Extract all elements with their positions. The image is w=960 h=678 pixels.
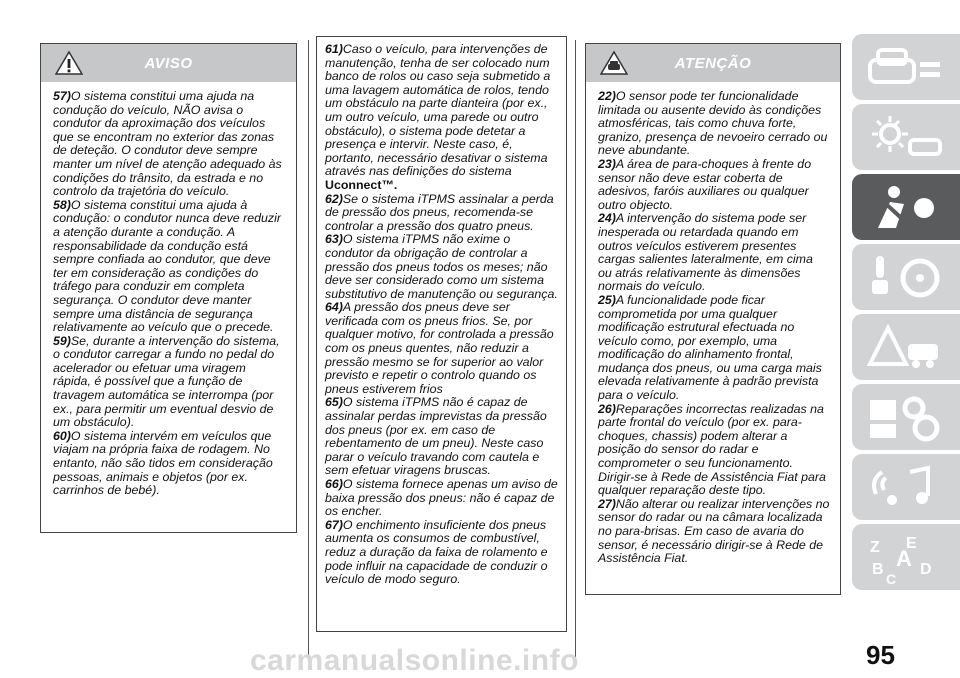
watermark: carmanualsonline.info <box>250 644 579 677</box>
middle-box <box>316 36 567 632</box>
aviso-title: AVISO <box>144 55 193 72</box>
svg-text:Z: Z <box>870 539 880 556</box>
column-divider <box>308 40 309 660</box>
aviso-box <box>40 43 297 533</box>
aviso-text <box>41 82 296 498</box>
middle-item: 65)O sistema iTPMS não é capaz de assinalar perdas imprevistas da pressão dos pneus (por ex. em caso de rebentamento de um pneu). Neste caso parar o veículo travando com cautela e sem efetuar viragens bruscas. <box>325 395 547 478</box>
aviso-header <box>41 44 296 82</box>
page-number: 95 <box>866 640 895 670</box>
svg-text:D: D <box>920 561 932 578</box>
svg-text:E: E <box>906 535 917 552</box>
atencao-item: 23)A área de para-choques à frente do sensor não deve estar coberta de adesivos, faróis auxiliares ou qualquer outro objecto. <box>598 156 812 212</box>
middle-item: 67)O enchimento insuficiente dos pneus aumenta os consumos de combustível, reduz a duração da faixa de rolamento e pode influir na capacidade de conduzir o veículo de modo seguro. <box>325 517 548 587</box>
middle-item: 64)A pressão dos pneus deve ser verificada com os pneus frios. Se, por qualquer motivo, for controlada a pressão com os pneus quentes, não reduzir a pressão mesmo se for superior ao valor previsto e repetir o controlo quando os pneus estiverem frios <box>325 300 554 396</box>
middle-item: 62)Se o sistema iTPMS assinalar a perda de pressão dos pneus, recomenda-se controlar a pressão dos quatro pneus. <box>325 191 554 233</box>
index-letters-icon <box>866 530 946 586</box>
middle-text <box>317 37 566 587</box>
warning-lights-icon <box>866 110 946 166</box>
car-dashboard-icon <box>866 40 946 96</box>
steering-wheel-icon <box>866 250 946 306</box>
atencao-text <box>586 82 840 566</box>
atencao-item: 24)A intervenção do sistema pode ser inesperada ou retardada quando em outros veículos estiverem presentes cargas salientes lateralmente, em cima ou atrás relativamente às dimensões normais do veículo. <box>598 211 813 294</box>
maintenance-gears-icon <box>866 390 946 446</box>
middle-item: 63)O sistema iTPMS não exime o condutor da obrigação de controlar a pressão dos pneus todos os meses; não deve ser considerado como um sistema substitutivo de manutenção ou segurança. <box>325 232 558 301</box>
tab-warning-lights[interactable] <box>852 104 960 170</box>
safety-airbag-icon <box>866 180 946 236</box>
atencao-box <box>585 43 841 595</box>
atencao-item: 25)A funcionalidade pode ficar comprometida por uma qualquer modificação estrutural efectuada no veículo como, por exemplo, uma modificação do alinhamento frontal, mudança dos pneus, ou uma carga mais elevada relativamente à padrão prevista para o veículo. <box>598 292 822 403</box>
tab-multimedia[interactable] <box>852 454 960 520</box>
svg-text:C: C <box>886 571 897 586</box>
chapter-tabs <box>852 34 960 594</box>
tab-starting-driving[interactable] <box>852 244 960 310</box>
aviso-item: 59)Se, durante a intervenção do sistema, o condutor carregar a fundo no pedal do acelerador ou efetuar uma viragem rápida, é possível que a função de travagem automática se interrompa (por ex., para permitir um eventual desvio de um obstáculo). <box>53 333 280 430</box>
tab-index[interactable] <box>852 524 960 590</box>
atencao-item: 26)Reparações incorrectas realizadas na parte frontal do veículo (por ex. para-choques, chassis) podem alterar a posição do sensor do radar e comprometer o seu funcionamento. Dirigir-se à Rede de Assistência Fiat para qualquer reparação deste tipo. <box>598 401 826 498</box>
tab-dashboard[interactable] <box>852 34 960 100</box>
aviso-item: 60)O sistema intervém em veículos que viajam na própria faixa de rodagem. No entanto, não são tidos em consideração pessoas, animais e objetos (por ex. carrinhos de bebé). <box>53 428 273 498</box>
aviso-item: 58)O sistema constitui uma ajuda à condução: o condutor nunca deve reduzir a atenção durante a condução. A responsabilidade da condução está sempre confiada ao condutor, que deve ter em consideração as condições do tráfego para conduzir em completa segurança. O condutor deve manter sempre uma distância de segurança relativamente ao veículo que o precede. <box>53 197 282 335</box>
atencao-title: ATENÇÃO <box>674 55 752 72</box>
column-divider <box>575 40 576 660</box>
svg-text:B: B <box>872 561 884 578</box>
atencao-item: 27)Não alterar ou realizar intervenções no sensor do radar ou na câmara localizada no para-brisas. Em caso de avaria do sensor, é necessário dirigir-se à Rede de Assistência Fiat. <box>598 496 830 566</box>
aviso-item: 57)O sistema constitui uma ajuda na condução do veículo, NÃO avisa o condutor da aproximação dos veículos que se encontram no exterior das zonas de deteção. O condutor deve sempre manter um nível de atenção adequado às condições do trânsito, da estrada e no controlo da trajetória do veículo. <box>53 89 282 199</box>
multimedia-icon <box>866 460 946 516</box>
emergency-icon <box>866 320 946 376</box>
tab-maintenance[interactable] <box>852 384 960 450</box>
middle-item: 66)O sistema fornece apenas um aviso de baixa pressão dos pneus: não é capaz de os encher. <box>325 477 558 519</box>
tab-safety[interactable] <box>852 174 960 240</box>
tab-emergency[interactable] <box>852 314 960 380</box>
svg-text:A: A <box>896 546 912 571</box>
atencao-header <box>586 44 840 82</box>
atencao-item: 22)O sensor pode ter funcionalidade limitada ou ausente devido às condições atmosféricas, tais como chuva forte, granizo, presença de nevoeiro cerrado ou neve abundante. <box>598 89 828 158</box>
middle-item: 61)Caso o veículo, para intervenções de manutenção, tenha de ser colocado num banco de rolos ou caso seja submetido a uma lavagem automática de rolos, tendo um obstáculo na parte dianteira (por ex., um outro veículo, uma parede ou outro obstáculo), o sistema pode detetar a presença e intervir. Neste caso, é, portanto, necessário desativar o sistema através nas definições do sistema Uconnect™. <box>325 42 551 192</box>
